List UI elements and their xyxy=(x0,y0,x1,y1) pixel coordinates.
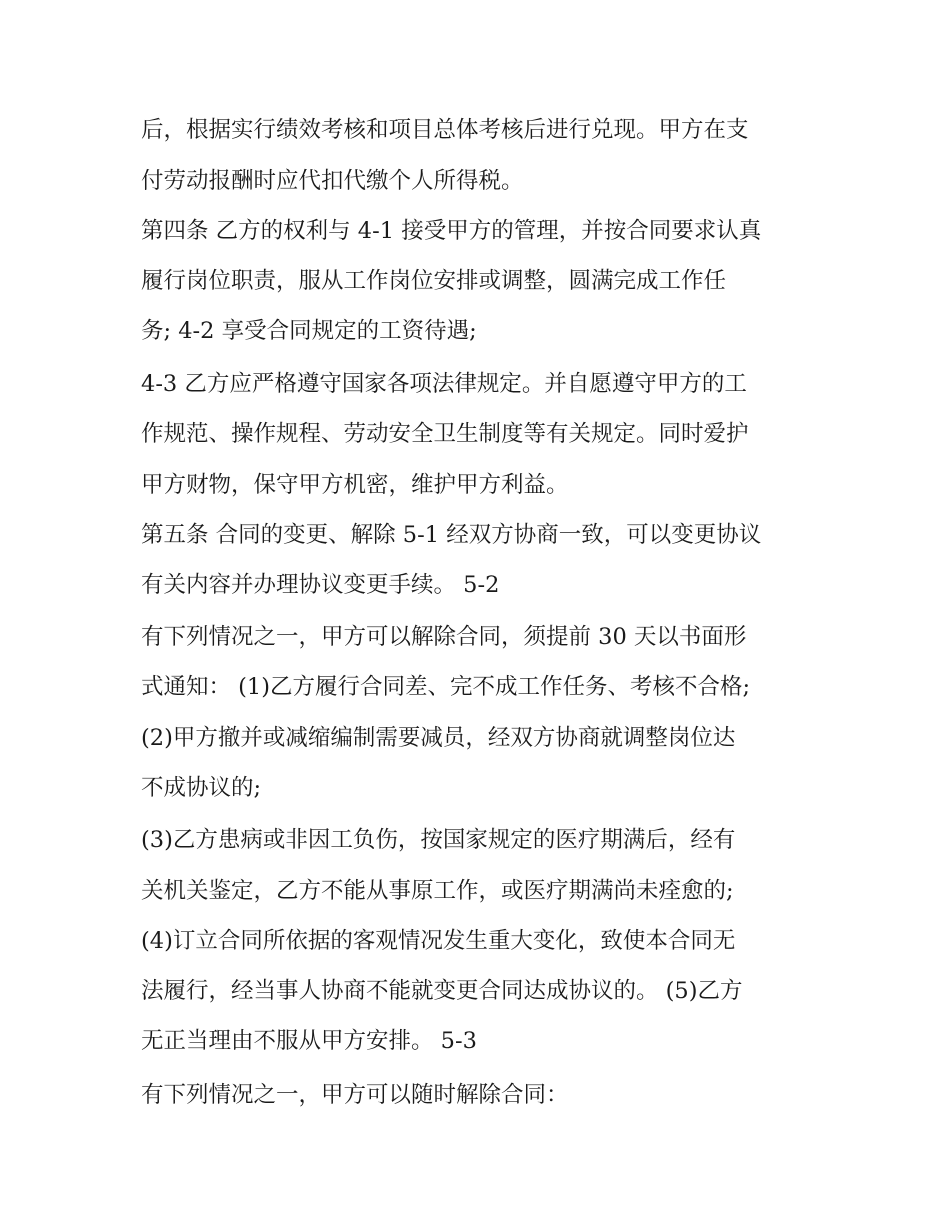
text-line: (2)甲方撤并或减缩编制需要减员，经双方协商就调整岗位达 xyxy=(141,725,736,751)
text-line: 4-3 乙方应严格遵守国家各项法律规定。并自愿遵守甲方的工 xyxy=(141,371,747,397)
text-line: 第四条 乙方的权利与 4-1 接受甲方的管理，并按合同要求认真 xyxy=(141,218,762,244)
text-line: 关机关鉴定，乙方不能从事原工作，或医疗期满尚未痊愈的; xyxy=(141,878,734,904)
text-line: 不成协议的; xyxy=(141,775,262,801)
text-line: (3)乙方患病或非因工负伤，按国家规定的医疗期满后，经有 xyxy=(141,827,736,853)
text-line: 第五条 合同的变更、解除 5-1 经双方协商一致，可以变更协议 xyxy=(141,522,762,548)
text-line: 有关内容并办理协议变更手续。 5-2 xyxy=(141,572,500,598)
text-line: (4)订立合同所依据的客观情况发生重大变化，致使本合同无 xyxy=(141,928,736,954)
text-line: 履行岗位职责，服从工作岗位安排或调整，圆满完成工作任 xyxy=(141,268,727,294)
text-line: 有下列情况之一，甲方可以解除合同，须提前 30 天以书面形 xyxy=(141,624,747,650)
text-line: 后，根据实行绩效考核和项目总体考核后进行兑现。甲方在支 xyxy=(141,117,749,143)
text-line: 甲方财物，保守甲方机密，维护甲方利益。 xyxy=(141,472,569,498)
text-line: 付劳动报酬时应代扣代缴个人所得税。 xyxy=(141,168,524,194)
text-line: 有下列情况之一，甲方可以随时解除合同： xyxy=(141,1082,569,1108)
text-line: 无正当理由不服从甲方安排。 5-3 xyxy=(141,1028,477,1054)
text-line: 务; 4-2 享受合同规定的工资待遇; xyxy=(141,318,477,344)
text-line: 作规范、操作规程、劳动安全卫生制度等有关规定。同时爱护 xyxy=(141,421,749,447)
text-line: 法履行，经当事人协商不能就变更合同达成协议的。 (5)乙方 xyxy=(141,978,743,1004)
text-line: 式通知： (1)乙方履行合同差、完不成工作任务、考核不合格; xyxy=(141,674,751,700)
